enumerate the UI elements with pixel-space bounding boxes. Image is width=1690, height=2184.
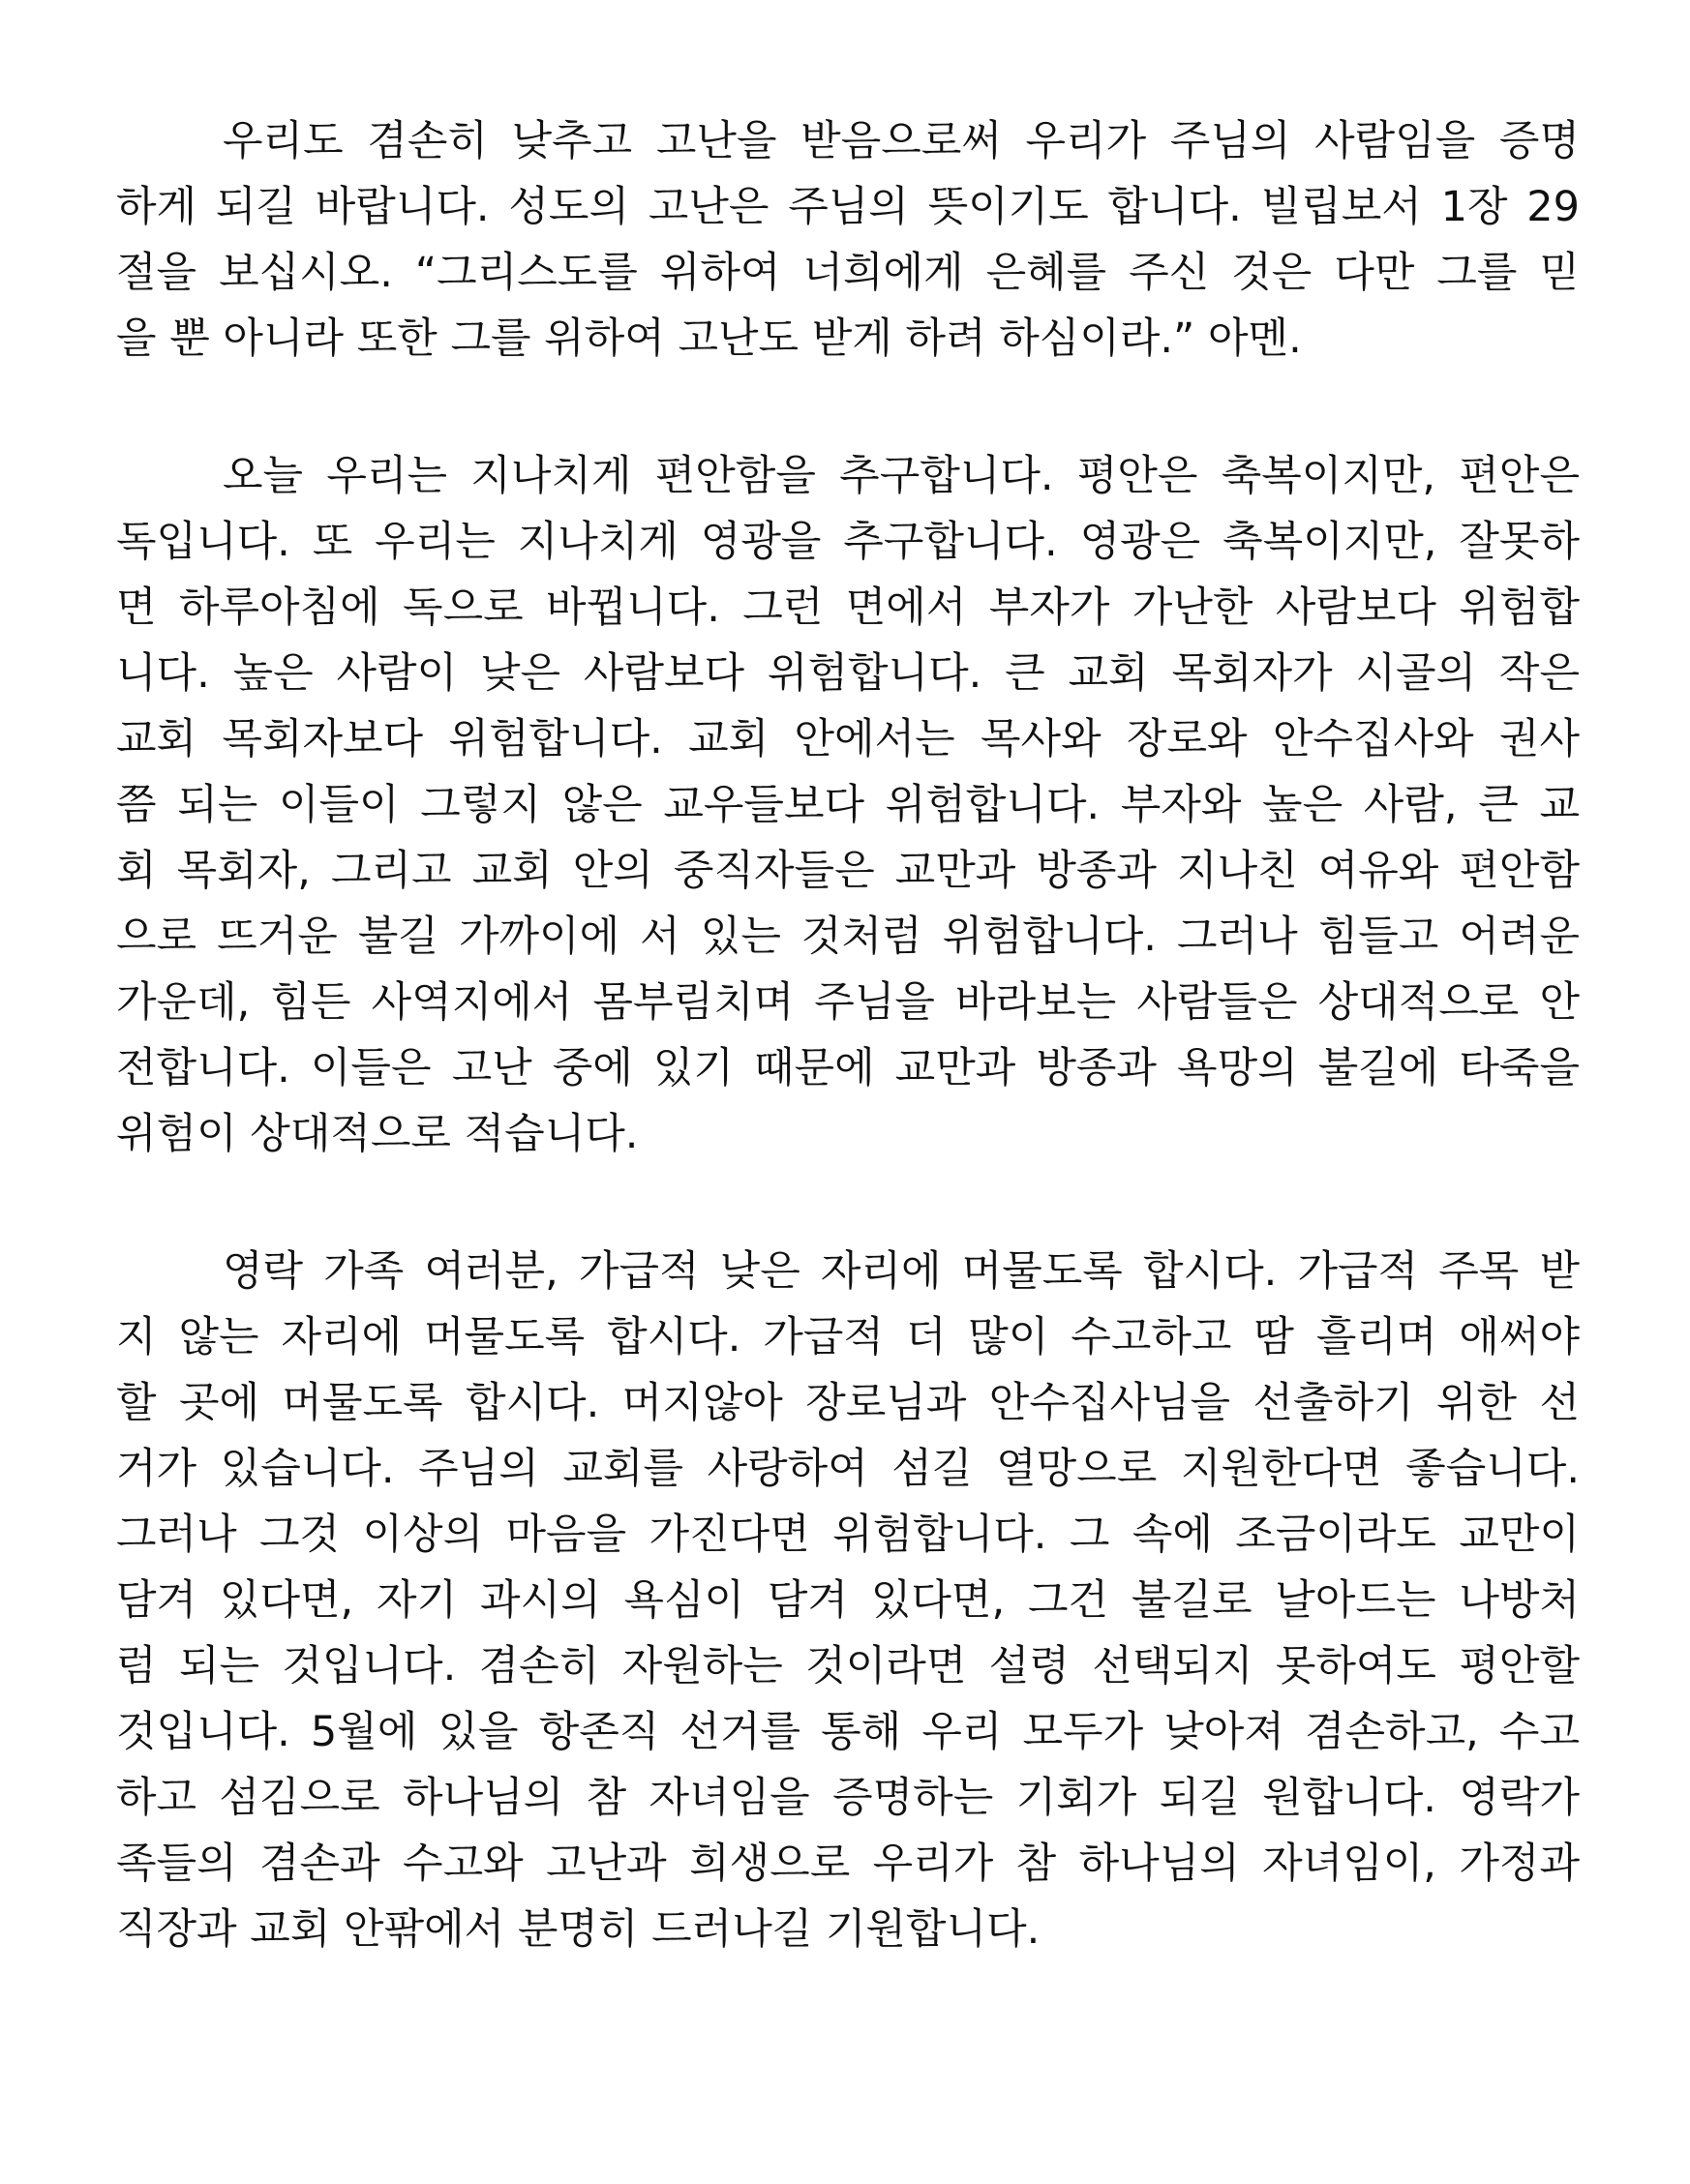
text-line: 교회 목회자보다 위험합니다. 교회 안에서는 목사와 장로와 안수집사와 권사 [116, 715, 1580, 763]
text-line: 가운데, 힘든 사역지에서 몸부림치며 주님을 바라보는 사람들은 상대적으로 안 [116, 978, 1580, 1027]
text-line: 회 목회자, 그리고 교회 안의 중직자들은 교만과 방종과 지나친 여유와 편안함 [116, 847, 1580, 895]
text-line: 할 곳에 머물도록 합시다. 머지않아 장로님과 안수집사님을 선출하기 위한 선 [116, 1379, 1580, 1427]
paragraph-2 [116, 443, 1580, 1167]
text-line: 그러나 그것 이상의 마음을 가진다면 위험합니다. 그 속에 조금이라도 교만이 [116, 1511, 1580, 1559]
text-line: 전합니다. 이들은 고난 중에 있기 때문에 교만과 방종과 욕망의 불길에 타죽을 [116, 1044, 1580, 1092]
text-line: 쯤 되는 이들이 그렇지 않은 교우들보다 위험합니다. 부자와 높은 사람, 큰 교 [116, 781, 1580, 829]
text-line: 절을 보십시오. “그리스도를 위하여 너희에게 은혜를 주신 것은 다만 그를 믿 [116, 249, 1580, 297]
paragraph-1 [116, 108, 1580, 372]
text-line: 하게 되길 바랍니다. 성도의 고난은 주님의 뜻이기도 합니다. 빌립보서 1장 29 [116, 183, 1580, 231]
text-line: 을 뿐 아니라 또한 그를 위하여 고난도 받게 하려 하심이라.” 아멘. [116, 314, 1302, 363]
text-line: 오늘 우리는 지나치게 편안함을 추구합니다. 평안은 축복이지만, 편안은 [223, 452, 1580, 500]
text-line: 니다. 높은 사람이 낮은 사람보다 위험합니다. 큰 교회 목회자가 시골의 작은 [116, 649, 1580, 698]
text-line: 하고 섬김으로 하나님의 참 자녀임을 증명하는 기회가 되길 원합니다. 영락가 [116, 1774, 1580, 1822]
text-line: 영락 가족 여러분, 가급적 낮은 자리에 머물도록 합시다. 가급적 주목 받 [223, 1247, 1580, 1296]
text-line: 족들의 겸손과 수고와 고난과 희생으로 우리가 참 하나님의 자녀임이, 가정과 [116, 1840, 1580, 1888]
text-line: 담겨 있다면, 자기 과시의 욕심이 담겨 있다면, 그건 불길로 날아드는 나방처 [116, 1576, 1580, 1625]
text-line: 거가 있습니다. 주님의 교회를 사랑하여 섬길 열망으로 지원한다면 좋습니다. [116, 1445, 1580, 1493]
text-line: 면 하루아침에 독으로 바뀝니다. 그런 면에서 부자가 가난한 사람보다 위험합 [116, 583, 1580, 632]
text-line: 럼 되는 것입니다. 겸손히 자원하는 것이라면 설령 선택되지 못하여도 평안할 [116, 1642, 1580, 1690]
text-line: 지 않는 자리에 머물도록 합시다. 가급적 더 많이 수고하고 땀 흘리며 애써야 [116, 1313, 1580, 1361]
text-line: 것입니다. 5월에 있을 항존직 선거를 통해 우리 모두가 낮아져 겸손하고, 수고 [116, 1708, 1580, 1756]
text-line: 으로 뜨거운 불길 가까이에 서 있는 것처럼 위험합니다. 그러나 힘들고 어려운 [116, 912, 1580, 961]
document-body [116, 108, 1580, 2034]
text-line: 독입니다. 또 우리는 지나치게 영광을 추구합니다. 영광은 축복이지만, 잘못하 [116, 518, 1580, 566]
paragraph-3 [116, 1239, 1580, 1962]
text-line: 우리도 겸손히 낮추고 고난을 받음으로써 우리가 주님의 사람임을 증명 [223, 117, 1580, 165]
text-line: 위험이 상대적으로 적습니다. [116, 1110, 639, 1158]
text-line: 직장과 교회 안팎에서 분명히 드러나길 기원합니다. [116, 1905, 1041, 1954]
